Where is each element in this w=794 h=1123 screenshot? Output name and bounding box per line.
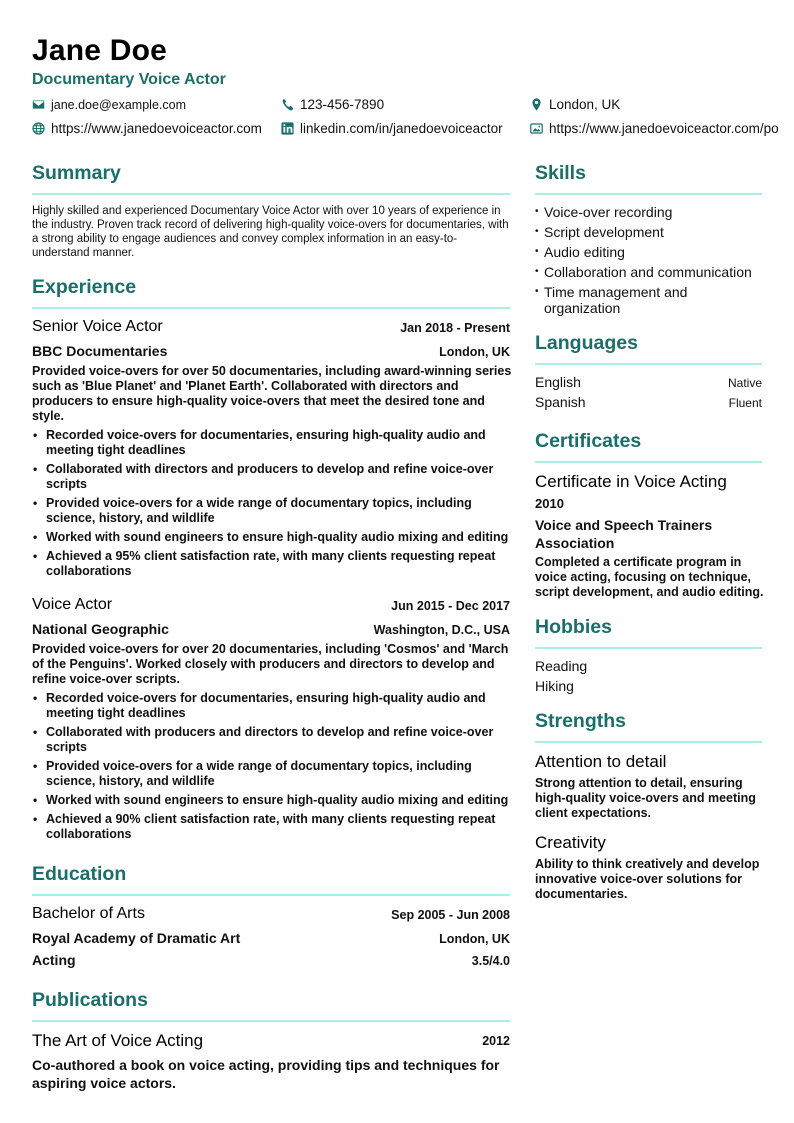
publication-description: Co-authored a book on voice acting, providing tips and techniques for aspiring voice actors. [32, 1057, 500, 1091]
list-item: • Collaborated with directors and producers to develop and refine voice-over scripts [32, 462, 510, 492]
contact-linkedin-text[interactable]: linkedin.com/in/janedoevoiceactor [300, 121, 503, 136]
candidate-name: Jane Doe [32, 34, 167, 67]
job-description: Provided voice-overs for over 20 documentaries, including 'Cosmos' and 'March of the Penguins'. Worked closely with producers and directors to develop and refine voice-over scripts. [32, 642, 509, 686]
education-gpa: 3.5/4.0 [471, 954, 510, 968]
job-title: Voice Actor [32, 596, 113, 613]
job-location: Washington, D.C., USA [373, 623, 510, 637]
language-row [535, 394, 762, 410]
email-icon [32, 98, 46, 112]
contact-linkedin[interactable] [281, 121, 503, 136]
contact-phone-text[interactable]: 123-456-7890 [300, 97, 385, 112]
list-item: • Audio editing [535, 244, 762, 260]
education-school: Royal Academy of Dramatic Art [32, 930, 241, 946]
job-dates: Jun 2015 - Dec 2017 [391, 599, 510, 613]
language-level: Fluent [728, 396, 762, 410]
education-dates: Sep 2005 - Jun 2008 [391, 908, 510, 922]
education-divider [32, 894, 510, 896]
contact-website[interactable] [32, 121, 262, 136]
list-item: • Collaborated with producers and directors to develop and refine voice-over scripts [32, 725, 510, 755]
list-item: • Achieved a 95% client satisfaction rate, with many clients requesting repeat collaborations [32, 549, 510, 579]
job-bullets [32, 691, 510, 846]
list-item: • Collaboration and communication [535, 264, 762, 280]
contact-email[interactable] [32, 98, 186, 112]
publication-title: The Art of Voice Acting [32, 1031, 204, 1050]
summary-divider [32, 193, 510, 195]
certificate-description: Completed a certificate program in voice acting, focusing on technique, script development, and audio editing. [535, 555, 764, 599]
hobbies-divider [535, 647, 762, 649]
language-name: English [535, 374, 581, 390]
education-heading: Education [32, 863, 127, 885]
job-title: Senior Voice Actor [32, 318, 163, 335]
contact-email-text[interactable]: jane.doe@example.com [51, 98, 186, 112]
phone-icon [281, 98, 295, 112]
contact-location-text: London, UK [549, 97, 621, 112]
job-company: BBC Documentaries [32, 343, 168, 359]
location-pin-icon [530, 98, 544, 112]
language-name: Spanish [535, 394, 586, 410]
summary-heading: Summary [32, 162, 121, 184]
education-location: London, UK [439, 932, 510, 946]
certificate-year: 2010 [535, 496, 564, 511]
list-item: • Provided voice-overs for a wide range of documentary topics, including science, history, and wildlife [32, 496, 510, 526]
certificates-heading: Certificates [535, 430, 642, 452]
globe-icon [32, 122, 46, 136]
skills-divider [535, 193, 762, 195]
job-company: National Geographic [32, 621, 169, 637]
job-location: London, UK [439, 345, 510, 359]
languages-heading: Languages [535, 332, 638, 354]
publication-year: 2012 [482, 1034, 510, 1048]
list-item: • Voice-over recording [535, 204, 762, 220]
list-item: • Recorded voice-overs for documentaries, ensuring high-quality audio and meeting tight deadlines [32, 428, 510, 458]
contact-phone[interactable] [281, 97, 384, 112]
strengths-divider [535, 741, 762, 743]
hobbies-heading: Hobbies [535, 616, 612, 638]
list-item: • Recorded voice-overs for documentaries, ensuring high-quality audio and meeting tight deadlines [32, 691, 510, 721]
publications-divider [32, 1020, 510, 1022]
linkedin-icon [281, 122, 295, 136]
languages-divider [535, 363, 762, 365]
portfolio-icon [530, 122, 544, 136]
certificate-title: Certificate in Voice Acting [535, 472, 727, 491]
strengths-heading: Strengths [535, 710, 627, 732]
list-item: • Script development [535, 224, 762, 240]
certificates-divider [535, 461, 762, 463]
candidate-title: Documentary Voice Actor [32, 71, 226, 88]
list-item: • Worked with sound engineers to ensure high-quality audio mixing and editing [32, 793, 510, 808]
hobby-item: Reading [535, 658, 588, 674]
certificate-issuer: Voice and Speech Trainers Association [535, 517, 713, 551]
strength-description: Strong attention to detail, ensuring high-quality voice-overs and meeting client expectations. [535, 776, 756, 820]
experience-divider [32, 307, 510, 309]
job-description: Provided voice-overs for over 50 documentaries, including award-winning series such as 'Blue Planet' and 'Planet Earth'. Collaborated with directors and producers to ensure high-quality voice-overs that meet the desired tone and style. [32, 364, 512, 423]
summary-text: Highly skilled and experienced Documentary Voice Actor with over 10 years of experience in the industry. Proven track record of delivering high-quality voice-overs for documentaries, with a strong ability to engage audiences and convey complex information in an easy-to-understand manner. [32, 205, 509, 259]
strength-description: Ability to think creatively and develop innovative voice-over solutions for documentaries. [535, 857, 760, 901]
language-level: Native [727, 376, 762, 390]
contact-website-text[interactable]: https://www.janedoevoiceactor.com [51, 121, 262, 136]
strength-title: Creativity [535, 833, 606, 852]
education-field: Acting [32, 952, 76, 968]
education-degree: Bachelor of Arts [32, 905, 145, 922]
strength-title: Attention to detail [535, 752, 667, 771]
job-bullets [32, 428, 510, 583]
skills-list [535, 204, 762, 320]
publications-heading: Publications [32, 989, 148, 1011]
list-item: • Provided voice-overs for a wide range of documentary topics, including science, history, and wildlife [32, 759, 510, 789]
job-dates: Jan 2018 - Present [400, 321, 510, 335]
contact-portfolio-text[interactable]: https://www.janedoevoiceactor.com/po [549, 121, 779, 136]
experience-heading: Experience [32, 276, 137, 298]
list-item: • Achieved a 90% client satisfaction rate, with many clients requesting repeat collaborations [32, 812, 510, 842]
contact-portfolio[interactable] [530, 121, 779, 136]
list-item: • Time management and organization [535, 284, 762, 316]
hobby-item: Hiking [535, 678, 574, 694]
language-row [535, 374, 762, 390]
contact-location [530, 97, 620, 112]
list-item: • Worked with sound engineers to ensure high-quality audio mixing and editing [32, 530, 510, 545]
skills-heading: Skills [535, 162, 586, 184]
